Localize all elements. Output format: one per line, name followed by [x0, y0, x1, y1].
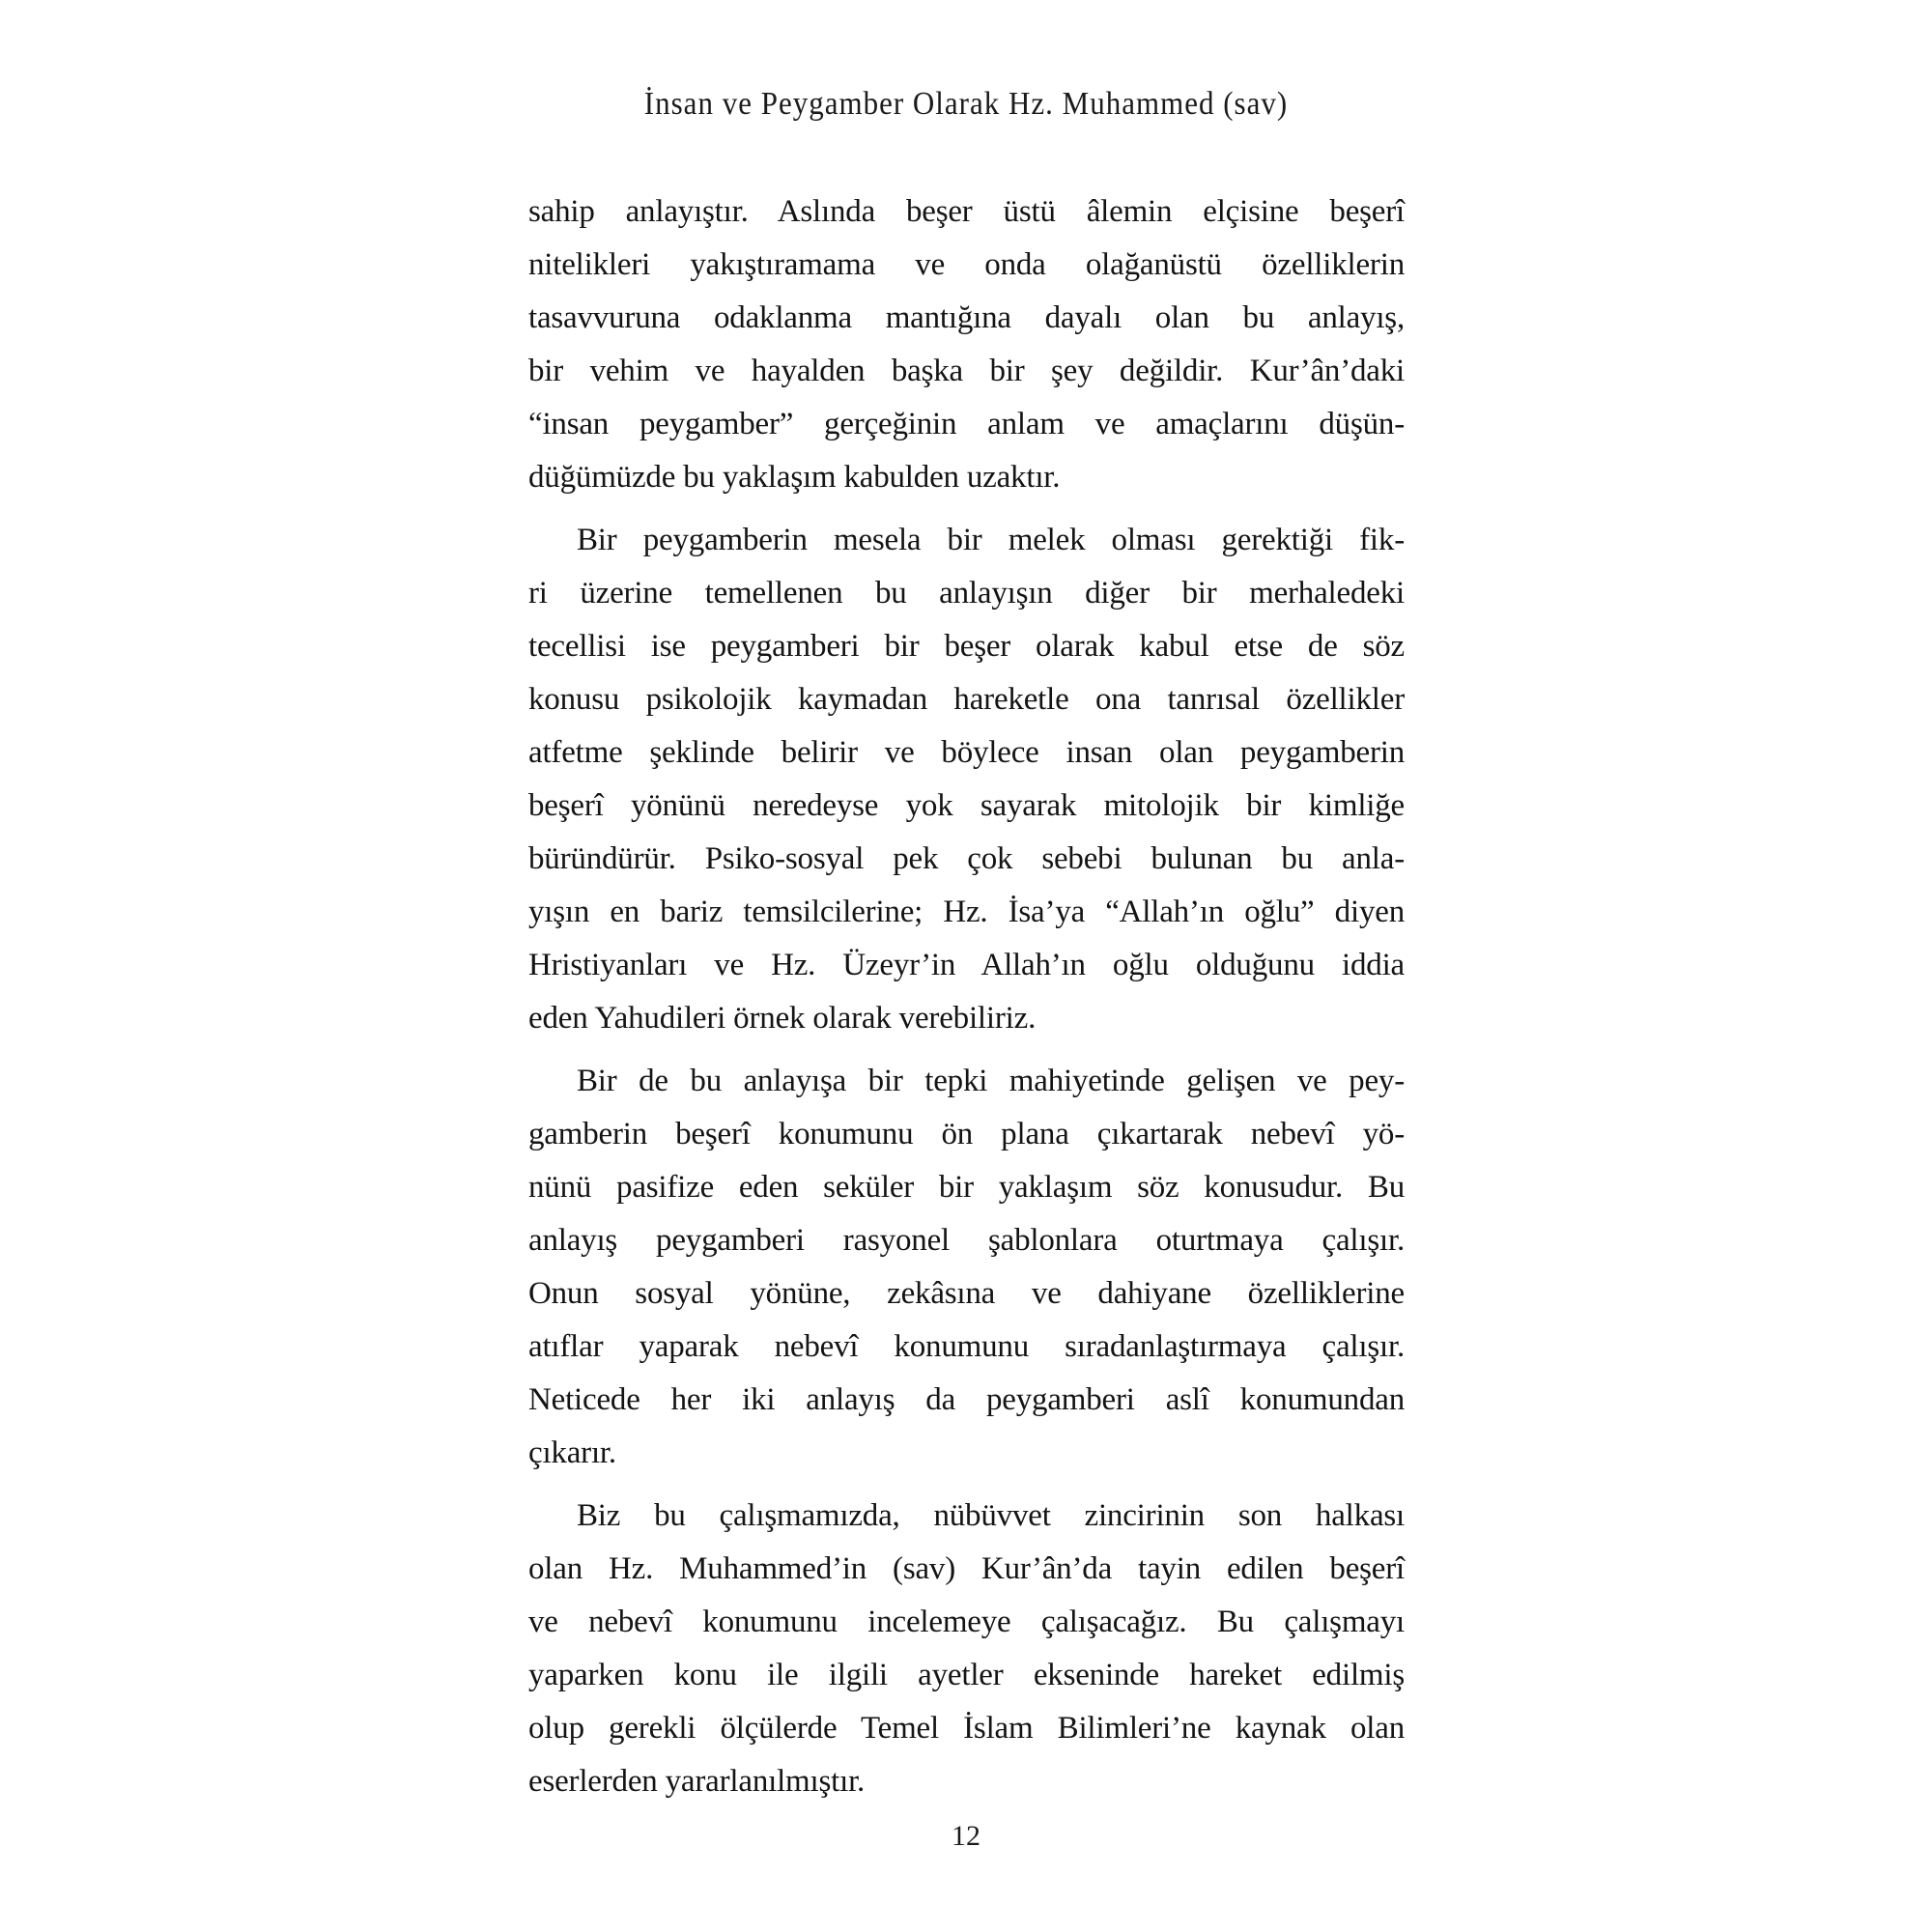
text-line: olup gerekli ölçülerde Temel İslam Bilimleri’ne kaynak olan [528, 1711, 1405, 1746]
paragraph [528, 185, 1405, 504]
paragraph [528, 1490, 1405, 1808]
text-line: Biz bu çalışmamızda, nübüvvet zincirinin son halkası [577, 1498, 1405, 1533]
text-line: nitelikleri yakıştıramama ve onda olağanüstü özelliklerin [528, 247, 1405, 282]
text-line: büründürür. Psiko-sosyal pek çok sebebi bulunan bu anla- [528, 841, 1405, 876]
text-line: “insan peygamber” gerçeğinin anlam ve amaçlarını düşün- [528, 407, 1405, 441]
text-line: anlayış peygamberi rasyonel şablonlara oturtmaya çalışır. [528, 1223, 1405, 1258]
running-header: İnsan ve Peygamber Olarak Hz. Muhammed (sav) [643, 85, 1289, 122]
text-line: yışın en bariz temsilcilerine; Hz. İsa’ya “Allah’ın oğlu” diyen [528, 895, 1405, 929]
page-number: 12 [952, 1820, 980, 1852]
text-line: Neticede her iki anlayış da peygamberi aslî konumundan [528, 1382, 1405, 1417]
text-line: ve nebevî konumunu incelemeye çalışacağız. Bu çalışmayı [528, 1605, 1405, 1639]
text-line: Onun sosyal yönüne, zekâsına ve dahiyane özelliklerine [528, 1276, 1405, 1311]
text-line: konusu psikolojik kaymadan hareketle ona tanrısal özellikler [528, 682, 1405, 717]
paragraph [528, 1055, 1405, 1480]
text-line: ri üzerine temellenen bu anlayışın diğer bir merhaledeki [528, 576, 1405, 611]
text-line: gamberin beşerî konumunu ön plana çıkartarak nebevî yö- [528, 1117, 1405, 1151]
text-line: çıkarır. [528, 1435, 616, 1470]
text-line: tecellisi ise peygamberi bir beşer olarak kabul etse de söz [528, 629, 1405, 664]
text-line: tasavvuruna odaklanma mantığına dayalı olan bu anlayış, [528, 300, 1405, 335]
text-line: sahip anlayıştır. Aslında beşer üstü âlemin elçisine beşerî [528, 194, 1405, 229]
text-line: atfetme şeklinde belirir ve böylece insan olan peygamberin [528, 735, 1405, 770]
text-line: Bir de bu anlayışa bir tepki mahiyetinde gelişen ve pey- [577, 1064, 1405, 1098]
text-line: bir vehim ve hayalden başka bir şey değildir. Kur’ân’daki [528, 354, 1405, 388]
text-line: Bir peygamberin mesela bir melek olması gerektiği fik- [577, 523, 1405, 557]
body-text [528, 185, 1405, 1808]
text-line: Hristiyanları ve Hz. Üzeyr’in Allah’ın oğlu olduğunu iddia [528, 948, 1405, 982]
text-line: nünü pasifize eden seküler bir yaklaşım söz konusudur. Bu [528, 1170, 1405, 1205]
text-line: düğümüzde bu yaklaşım kabulden uzaktır. [528, 460, 1061, 495]
text-line: atıflar yaparak nebevî konumunu sıradanlaştırmaya çalışır. [528, 1329, 1405, 1364]
text-line: yaparken konu ile ilgili ayetler ekseninde hareket edilmiş [528, 1658, 1405, 1692]
text-line: beşerî yönünü neredeyse yok sayarak mitolojik bir kimliğe [528, 788, 1405, 823]
text-line: eden Yahudileri örnek olarak verebiliriz. [528, 1001, 1037, 1036]
text-line: eserlerden yararlanılmıştır. [528, 1764, 866, 1799]
paragraph [528, 514, 1405, 1045]
text-line: olan Hz. Muhammed’in (sav) Kur’ân’da tayin edilen beşerî [528, 1551, 1405, 1586]
